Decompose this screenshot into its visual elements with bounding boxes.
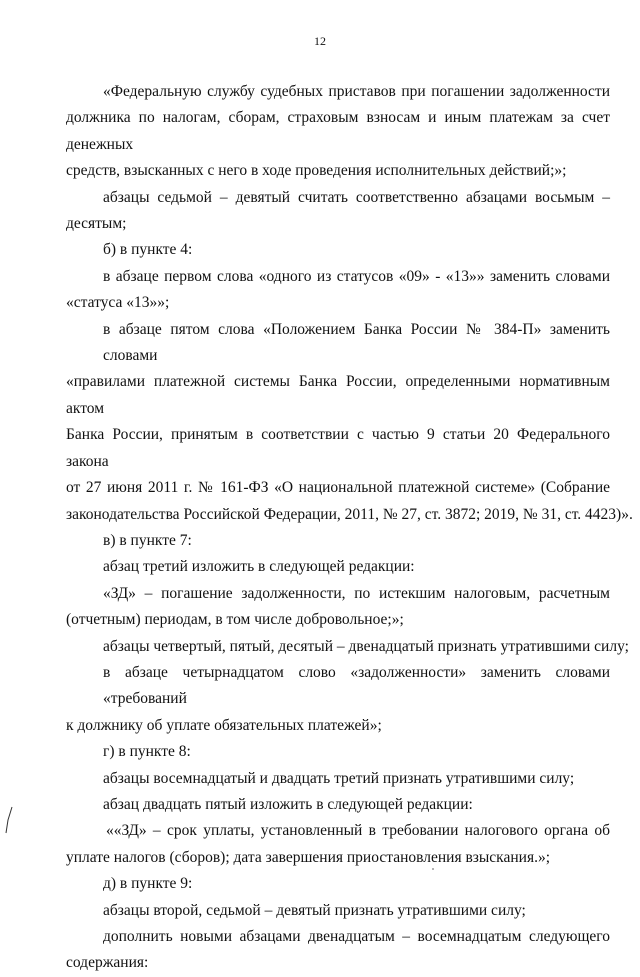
text-line: в абзаце четырнадцатом слово «задолженности» заменить словами «требований [103, 663, 610, 708]
text-line: содержания: [66, 954, 149, 972]
text-line: абзацы восемнадцатый и двадцать третий признать утратившими силу; [103, 769, 575, 787]
text-line: должника по налогам, сборам, страховым взносам и иным платежам за счет денежных [66, 109, 610, 153]
paragraph [66, 924, 610, 977]
text-line: (отчетным) периодам, в том числе добровольное;»; [66, 611, 404, 629]
text-line: абзац третий изложить в следующей редакции: [103, 558, 415, 576]
paragraph [66, 185, 610, 238]
page-number: 12 [314, 34, 326, 48]
text-line: уплате налогов (сборов); дата завершения приостановления взыскания.»; [66, 848, 551, 866]
paragraph [66, 237, 610, 263]
text-line: ««ЗД» – срок уплаты, установленный в требовании налогового органа об [106, 822, 610, 840]
text-line: дополнить новыми абзацами двенадцатым – восемнадцатым следующего [103, 928, 610, 945]
paragraph [66, 317, 633, 528]
paragraph [66, 898, 610, 924]
text-line: абзацы седьмой – девятый считать соответственно абзацами восьмым – [103, 188, 610, 206]
text-line: б) в пункте 4: [103, 241, 193, 259]
paragraph [66, 818, 610, 871]
paragraph [66, 660, 610, 739]
text-line: абзацы четвертый, пятый, десятый – двенадцатый признать утратившими силу; [103, 637, 629, 655]
text-line: абзац двадцать пятый изложить в следующей редакции: [103, 795, 473, 813]
text-line: Банка России, принятым в соответствии с частью 9 статьи 20 Федерального закона [66, 426, 610, 470]
text-line: в абзаце пятом слова «Положением Банка России № 384-П» заменить словами [103, 320, 610, 365]
text-line: д) в пункте 9: [103, 875, 193, 893]
paragraph [66, 528, 610, 554]
text-line: средств, взысканных с него в ходе проведения исполнительных действий;»; [66, 162, 567, 180]
paragraph [66, 871, 610, 897]
paragraph [66, 581, 610, 634]
text-line: десятым; [66, 215, 127, 233]
scan-speck [432, 868, 434, 870]
text-line: «правилами платежной системы Банка России, определенными нормативным актом [66, 373, 610, 417]
paragraph [66, 739, 610, 765]
paragraph [66, 79, 610, 185]
text-line: в абзаце первом слова «одного из статусов «09» - «13»» заменить словами [103, 267, 610, 285]
paragraph [66, 634, 629, 660]
text-line: в) в пункте 7: [103, 531, 192, 549]
document-body [66, 79, 633, 977]
text-line: к должнику об уплате обязательных платежей»; [66, 716, 382, 734]
text-line: «статуса «13»»; [66, 294, 170, 312]
paragraph [66, 792, 610, 818]
text-line: законодательства Российской Федерации, 2011, № 27, ст. 3872; 2019, № 31, ст. 4423)». [66, 505, 633, 523]
paragraph [66, 766, 610, 792]
margin-pen-mark [4, 806, 14, 834]
text-line: г) в пункте 8: [103, 743, 191, 761]
text-line: «Федеральную службу судебных приставов при погашении задолженности [103, 83, 610, 100]
text-line: от 27 июня 2011 г. № 161-ФЗ «О национальной платежной системе» (Собрание [66, 479, 610, 497]
text-line: «ЗД» – погашение задолженности, по истекшим налоговым, расчетным [103, 584, 610, 602]
paragraph [66, 264, 610, 317]
paragraph [66, 554, 610, 580]
text-line: абзацы второй, седьмой – девятый признать утратившими силу; [103, 901, 526, 919]
